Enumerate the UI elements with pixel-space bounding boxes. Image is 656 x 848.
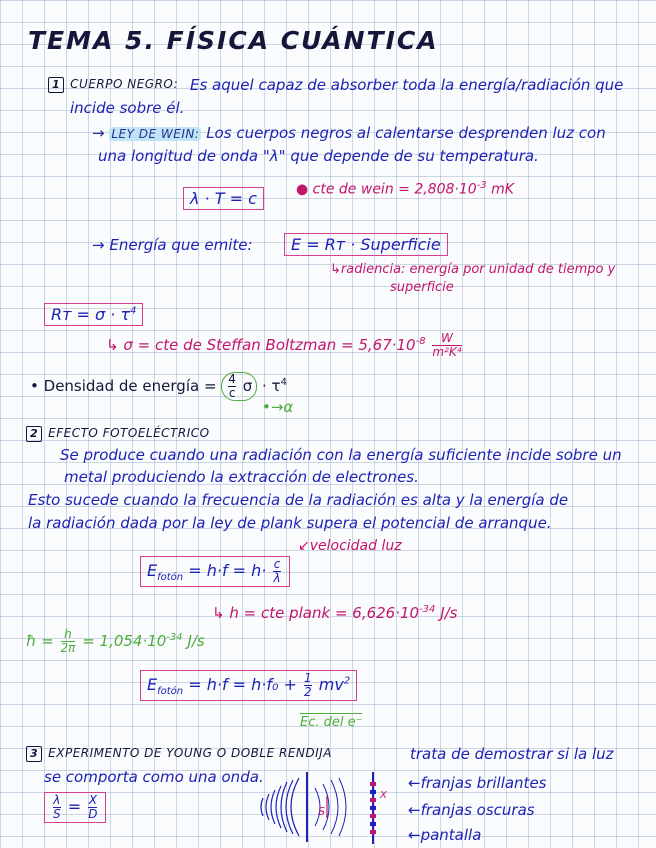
photo-line4: la radiación dada por la ley de plank supera el potencial de arranque. <box>28 514 552 532</box>
blackbody-def-line2: incide sobre él. <box>70 99 185 117</box>
radiance-text: radiencia: energía por unidad de tiempo y <box>340 262 616 277</box>
dot-icon: ● <box>296 181 309 198</box>
stefan-unit <box>432 332 461 359</box>
f1-fraction <box>273 558 280 585</box>
bullet: • <box>30 377 39 395</box>
f1-den: λ <box>273 571 281 585</box>
f1-num: c <box>273 557 281 571</box>
bright-fringes-text: franjas brillantes <box>420 774 547 792</box>
energy-label: Energía que emite: <box>109 236 253 254</box>
section-2-heading <box>26 426 210 442</box>
arrow-left-icon: ← <box>408 826 421 844</box>
alpha-label <box>262 398 293 416</box>
dark-fringes-text: franjas oscuras <box>420 801 535 819</box>
density-num: 4 <box>228 372 236 386</box>
ratio-right <box>88 794 97 821</box>
f2-fraction <box>304 672 312 699</box>
energy-formula: E = Rт · Superficie <box>284 233 448 256</box>
density-den: c <box>228 386 236 400</box>
density-highlight <box>221 372 257 401</box>
page-title: TEMA 5. FÍSICA CUÁNTICA <box>28 26 439 55</box>
stefan-formula-exp: 4 <box>130 305 137 317</box>
f1-mid: = h·f = h· <box>188 561 267 580</box>
light-speed-text: velocidad luz <box>309 538 402 554</box>
arrow-right-icon: •→ <box>262 398 284 416</box>
hbar-unit: J/s <box>187 632 205 650</box>
arrow-icon: ↳ <box>212 604 225 622</box>
stefan-unit-den: m²K⁴ <box>432 345 462 359</box>
photo-line2: metal produciendo la extracción de electrones. <box>64 468 419 486</box>
radiance-line1 <box>330 262 615 277</box>
f2-mid: = h·f = h·f₀ + <box>188 675 297 694</box>
screen-label <box>408 826 481 844</box>
stefan-formula-text: Rт = σ · τ <box>51 305 131 324</box>
ratio-left-den: S <box>53 807 61 821</box>
section-number: 3 <box>26 746 42 762</box>
photo-line1: Se produce cuando una radiación con la energía suficiente incide sobre un <box>60 446 622 464</box>
density-row <box>30 372 287 401</box>
hbar-fraction <box>61 628 76 655</box>
wien-constant-unit: mK <box>491 181 514 198</box>
hbar-exp: -34 <box>166 632 183 643</box>
photon-energy-formula <box>140 556 290 587</box>
stefan-unit-num: W <box>441 331 453 345</box>
wien-law-label: LEY DE WEIN: <box>111 127 200 141</box>
hbar-den: 2π <box>60 641 76 655</box>
wien-row <box>92 124 606 142</box>
arrow-left-icon: ← <box>408 774 421 792</box>
light-speed-label <box>298 538 402 554</box>
bright-fringes-label <box>408 774 546 792</box>
density-label: Densidad de energía = <box>43 377 217 395</box>
fringe-distance-label: X <box>380 790 387 801</box>
young-ratio: $\frac{\lambda}{S}$ = $\frac{X}{D}$ <box>44 792 106 823</box>
double-slit-diagram <box>255 768 405 846</box>
section-title: EXPERIMENTO DE YOUNG O DOBLE RENDIJA <box>48 746 332 760</box>
ratio-right-num: X <box>88 793 97 807</box>
dark-fringes-label <box>408 801 535 819</box>
hbar-formula <box>26 628 205 655</box>
arrow-right-icon: ↳ <box>330 262 341 277</box>
f2-num: 1 <box>304 671 312 685</box>
section-title: EFECTO FOTOELÉCTRICO <box>48 426 210 440</box>
blackbody-def-line1: Es aquel capaz de absorber toda la energía/radiación que <box>190 76 624 94</box>
f2-lhs: E <box>147 675 158 694</box>
ratio-right-den: D <box>88 807 98 821</box>
wien-constant <box>296 180 514 198</box>
f2-exp: 2 <box>343 675 351 687</box>
section-3-heading <box>26 746 332 762</box>
hbar-num: h <box>64 627 72 641</box>
planck-text: h = cte plank = 6,626·10 <box>229 604 420 622</box>
stefan-constant <box>106 332 464 359</box>
radiance-line2: superficie <box>390 280 454 295</box>
arrow-icon: ↙ <box>298 538 310 554</box>
arrow-right-icon: → <box>92 236 105 254</box>
ratio-left <box>53 794 61 821</box>
density-fraction <box>228 373 236 400</box>
planck-exp: -34 <box>419 604 436 615</box>
slit-separation-label: S <box>318 805 325 818</box>
stefan-constant-text: σ = cte de Steffan Boltzman = 5,67·10 <box>123 336 416 354</box>
section-1-heading <box>48 77 178 93</box>
arrow-right-icon: ↳ <box>106 336 119 354</box>
f1-lhs: E <box>147 561 158 580</box>
alpha-symbol: α <box>283 398 294 416</box>
photon-energy-formula-2 <box>140 670 357 701</box>
energy-row <box>92 236 253 254</box>
planck-constant <box>212 604 458 622</box>
f2-end: mv <box>318 675 344 694</box>
screen-text: pantalla <box>420 826 482 844</box>
ratio-left-num: λ <box>53 793 61 807</box>
density-rest: · τ <box>262 377 281 395</box>
wien-text-line2: una longitud de onda "λ" que depende de su temperatura. <box>98 147 539 165</box>
photo-line3: Esto sucede cuando la frecuencia de la radiación es alta y la energía de <box>28 491 569 509</box>
section-title: CUERPO NEGRO: <box>70 77 179 91</box>
hbar-value: = 1,054·10 <box>82 632 167 650</box>
f2-sub: fotón <box>157 686 184 698</box>
young-line2: se comporta como una onda. <box>44 768 264 786</box>
planck-unit: J/s <box>440 604 458 622</box>
section-number: 1 <box>48 77 64 93</box>
arrow-right-icon: → <box>92 124 105 142</box>
wien-text-line1: Los cuerpos negros al calentarse desprenden luz con <box>206 124 606 142</box>
density-exp: 4 <box>280 377 287 388</box>
section-number: 2 <box>26 426 42 442</box>
young-line1: trata de demostrar si la luz <box>410 745 614 763</box>
kinetic-energy-label: Ec. del e⁻ <box>300 715 363 730</box>
f2-den: 2 <box>304 685 312 699</box>
wien-constant-exp: -3 <box>476 180 487 191</box>
density-sigma: σ <box>242 377 253 395</box>
arrow-left-icon: ← <box>408 801 421 819</box>
wien-formula: λ · T = c <box>183 187 264 210</box>
hbar-symbol: ħ = <box>26 632 54 650</box>
stefan-constant-exp: -8 <box>415 336 426 347</box>
f1-sub: fotón <box>157 572 184 584</box>
wien-constant-value: cte de wein = 2,808·10 <box>312 181 477 198</box>
stefan-formula <box>44 303 143 326</box>
